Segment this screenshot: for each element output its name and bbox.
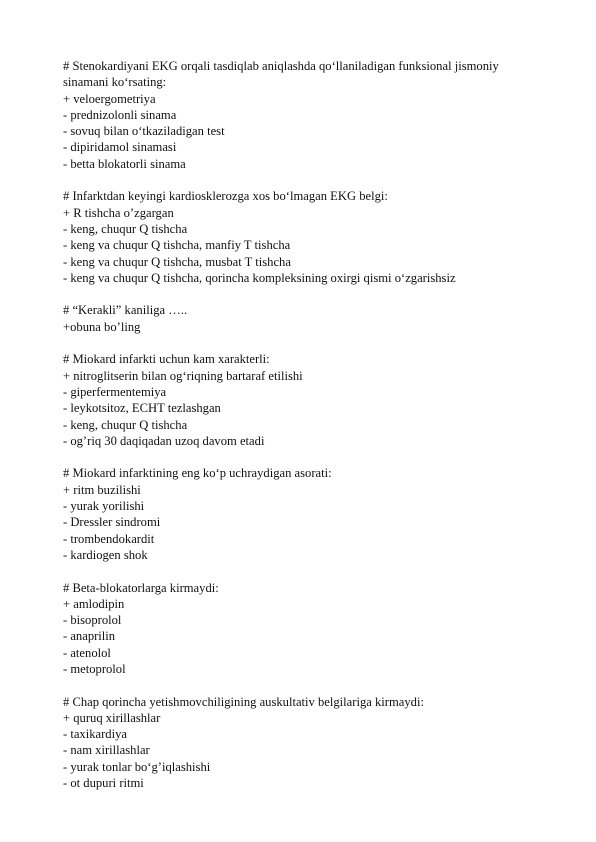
answer-option: - keng, chuqur Q tishcha bbox=[63, 417, 188, 432]
answer-option: - metoprolol bbox=[63, 661, 126, 676]
question-block-5 bbox=[63, 465, 533, 563]
answer-option: - keng, chuqur Q tishcha bbox=[63, 221, 188, 236]
answer-option: - keng va chuqur Q tishcha, manfiy T tishcha bbox=[63, 238, 291, 253]
question-block-6 bbox=[63, 580, 533, 678]
answer-option: - ot dupuri ritmi bbox=[63, 776, 144, 791]
answer-option: - taxikardiya bbox=[63, 727, 127, 742]
question-text: # “Kerakli” kaniliga ….. bbox=[63, 303, 188, 318]
question-block-1 bbox=[63, 58, 533, 172]
question-text: # Chap qorincha yetishmovchiligining auskultativ belgilariga kirmaydi: bbox=[63, 694, 424, 709]
answer-option: - giperfermentemiya bbox=[63, 384, 167, 399]
answer-option: - leykotsitoz, ECHT tezlashgan bbox=[63, 401, 221, 416]
question-text: # Stenokardiyani EKG orqali tasdiqlab aniqlashda qo‘llaniladigan funksional jismoniy sinamani ko‘rsating: bbox=[63, 59, 502, 90]
question-text: # Miokard infarktining eng ko‘p uchraydigan asorati: bbox=[63, 466, 332, 481]
answer-option: - nam xirillashlar bbox=[63, 743, 150, 758]
question-text: # Beta-blokatorlarga kirmaydi: bbox=[63, 580, 219, 595]
answer-option: - bisoprolol bbox=[63, 613, 122, 628]
answer-option: - kardiogen shok bbox=[63, 547, 148, 562]
answer-option: + amlodipin bbox=[63, 596, 125, 611]
answer-option: - keng va chuqur Q tishcha, qorincha kompleksining oxirgi qismi o‘zgarishsiz bbox=[63, 270, 456, 285]
answer-option: - keng va chuqur Q tishcha, musbat T tishcha bbox=[63, 254, 291, 269]
answer-option: - prednizolonli sinama bbox=[63, 107, 177, 122]
question-block-4 bbox=[63, 351, 533, 449]
question-block-7 bbox=[63, 694, 533, 792]
answer-option: - Dressler sindromi bbox=[63, 515, 161, 530]
answer-option: + veloergometriya bbox=[63, 91, 156, 106]
answer-option: - og’riq 30 daqiqadan uzoq davom etadi bbox=[63, 433, 265, 448]
answer-option: + ritm buzilishi bbox=[63, 482, 141, 497]
answer-option: +obuna bo’ling bbox=[63, 319, 141, 334]
question-block-3 bbox=[63, 302, 533, 335]
answer-option: - sovuq bilan o‘tkaziladigan test bbox=[63, 124, 225, 139]
answer-option: + R tishcha o’zgargan bbox=[63, 205, 174, 220]
document-page bbox=[63, 58, 533, 808]
question-text: # Infarktdan keyingi kardiosklerozga xos bo‘lmagan EKG belgi: bbox=[63, 189, 388, 204]
answer-option: - yurak tonlar bo‘g’iqlashishi bbox=[63, 759, 211, 774]
answer-option: - betta blokatorli sinama bbox=[63, 156, 186, 171]
answer-option: + quruq xirillashlar bbox=[63, 710, 161, 725]
answer-option: - anaprilin bbox=[63, 629, 116, 644]
answer-option: - trombendokardit bbox=[63, 531, 155, 546]
answer-option: - atenolol bbox=[63, 645, 111, 660]
question-text: # Miokard infarkti uchun kam xarakterli: bbox=[63, 352, 270, 367]
question-block-2 bbox=[63, 188, 533, 286]
answer-option: - yurak yorilishi bbox=[63, 499, 145, 514]
answer-option: + nitroglitserin bilan og‘riqning bartaraf etilishi bbox=[63, 368, 303, 383]
answer-option: - dipiridamol sinamasi bbox=[63, 140, 177, 155]
